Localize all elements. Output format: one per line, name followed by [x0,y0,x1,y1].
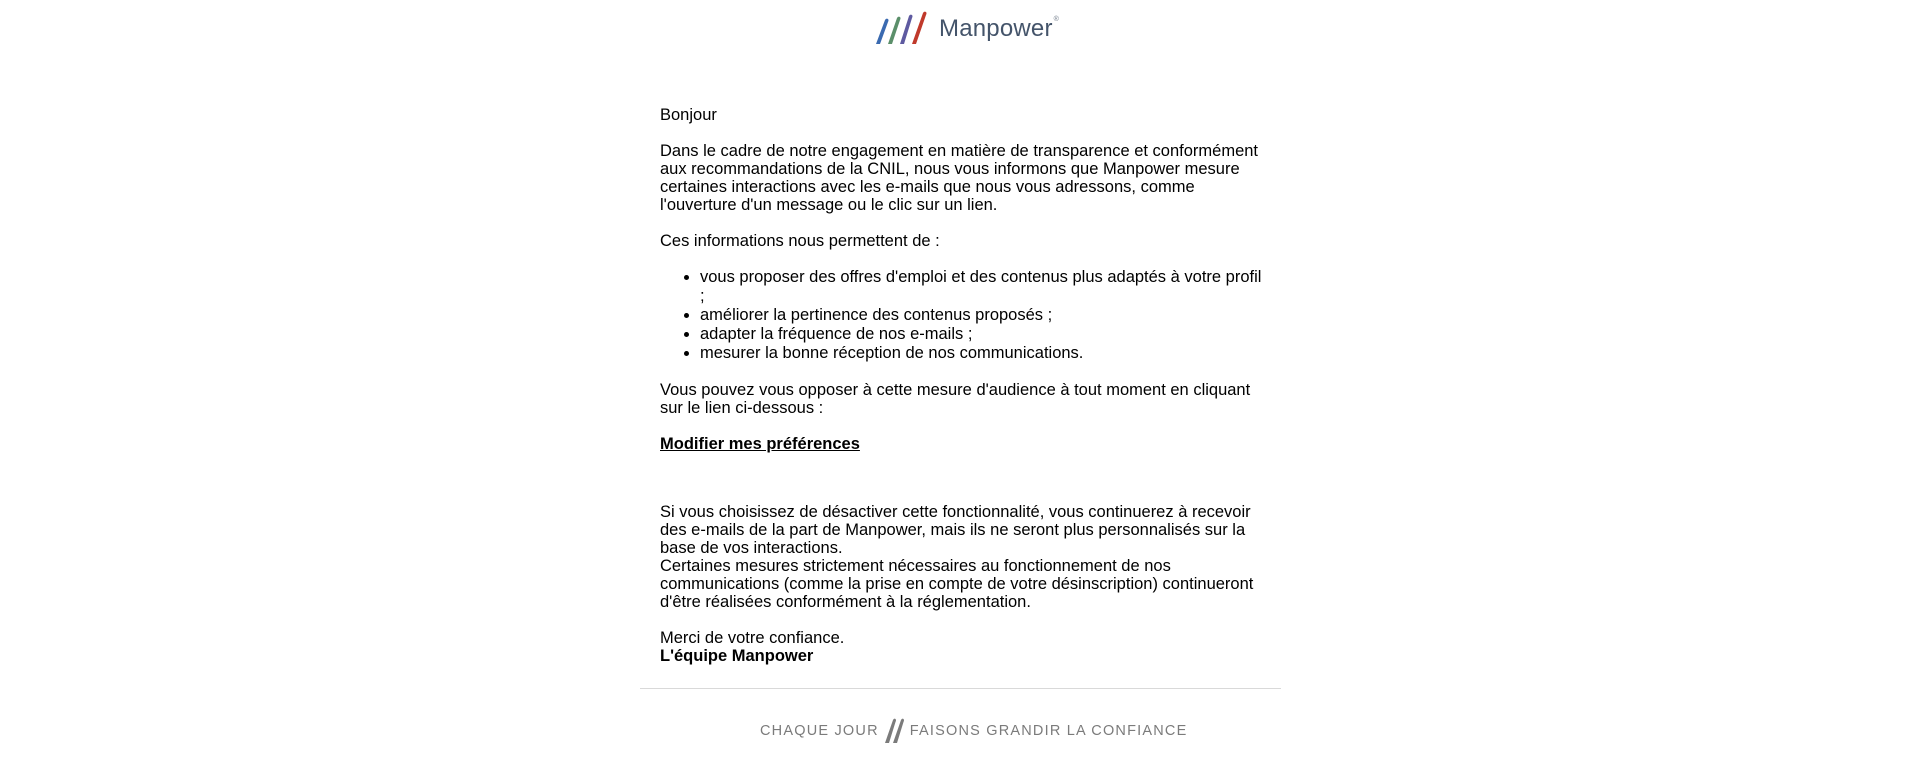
thanks-text: Merci de votre confiance. [660,629,845,647]
list-item: • adapter la fréquence de nos e-mails ; [700,325,1270,344]
opt-out-paragraph: Vous pouvez vous opposer à cette mesure d'audience à tout moment en cliquant sur le lien ci-dessous : [660,381,1251,417]
list-item: • améliorer la pertinence des contenus proposés ; [700,306,1270,325]
deactivate-paragraph: Si vous choisissez de désactiver cette fonctionnalité, vous continuerez à recevoir des e-mails de la part de Manpower, mais ils ne seront plus personnalisés sur la base de vos interactions. [660,503,1251,557]
email-body [660,106,1270,665]
list-intro: Ces informations nous permettent de : [660,232,940,250]
modify-preferences-link[interactable]: Modifier mes préférences [660,435,860,453]
tagline-right: FAISONS GRANDIR LA CONFIANCE [909,723,1188,739]
manpower-logo-icon [872,10,934,46]
manpower-logo [872,10,1059,46]
necessary-measures-paragraph: Certaines mesures strictement nécessaires au fonctionnement de nos communications (comme la prise en compte de votre désinscription) continueront d'être réalisées conformément à la réglementation. [660,557,1254,611]
benefits-list [660,268,1270,363]
footer-tagline [760,718,1187,744]
list-item: • vous proposer des offres d'emploi et des contenus plus adaptés à votre profil ; [700,268,1270,306]
double-slash-icon [883,718,905,744]
list-item: • mesurer la bonne réception de nos communications. [700,344,1270,363]
logo-wordmark: Manpower [939,15,1053,42]
intro-paragraph: Dans le cadre de notre engagement en matière de transparence et conformément aux recommandations de la CNIL, nous vous informons que Manpower mesure certaines interactions avec les e-mails que nous vous adressons, comme l'ouverture d'un message ou le clic sur un lien. [660,142,1259,214]
footer-divider [640,688,1281,689]
tagline-left: CHAQUE JOUR [760,723,879,739]
registered-mark: ® [1053,15,1059,23]
greeting: Bonjour [660,106,717,124]
spacer [660,453,1270,503]
signature: L'équipe Manpower [660,647,814,665]
